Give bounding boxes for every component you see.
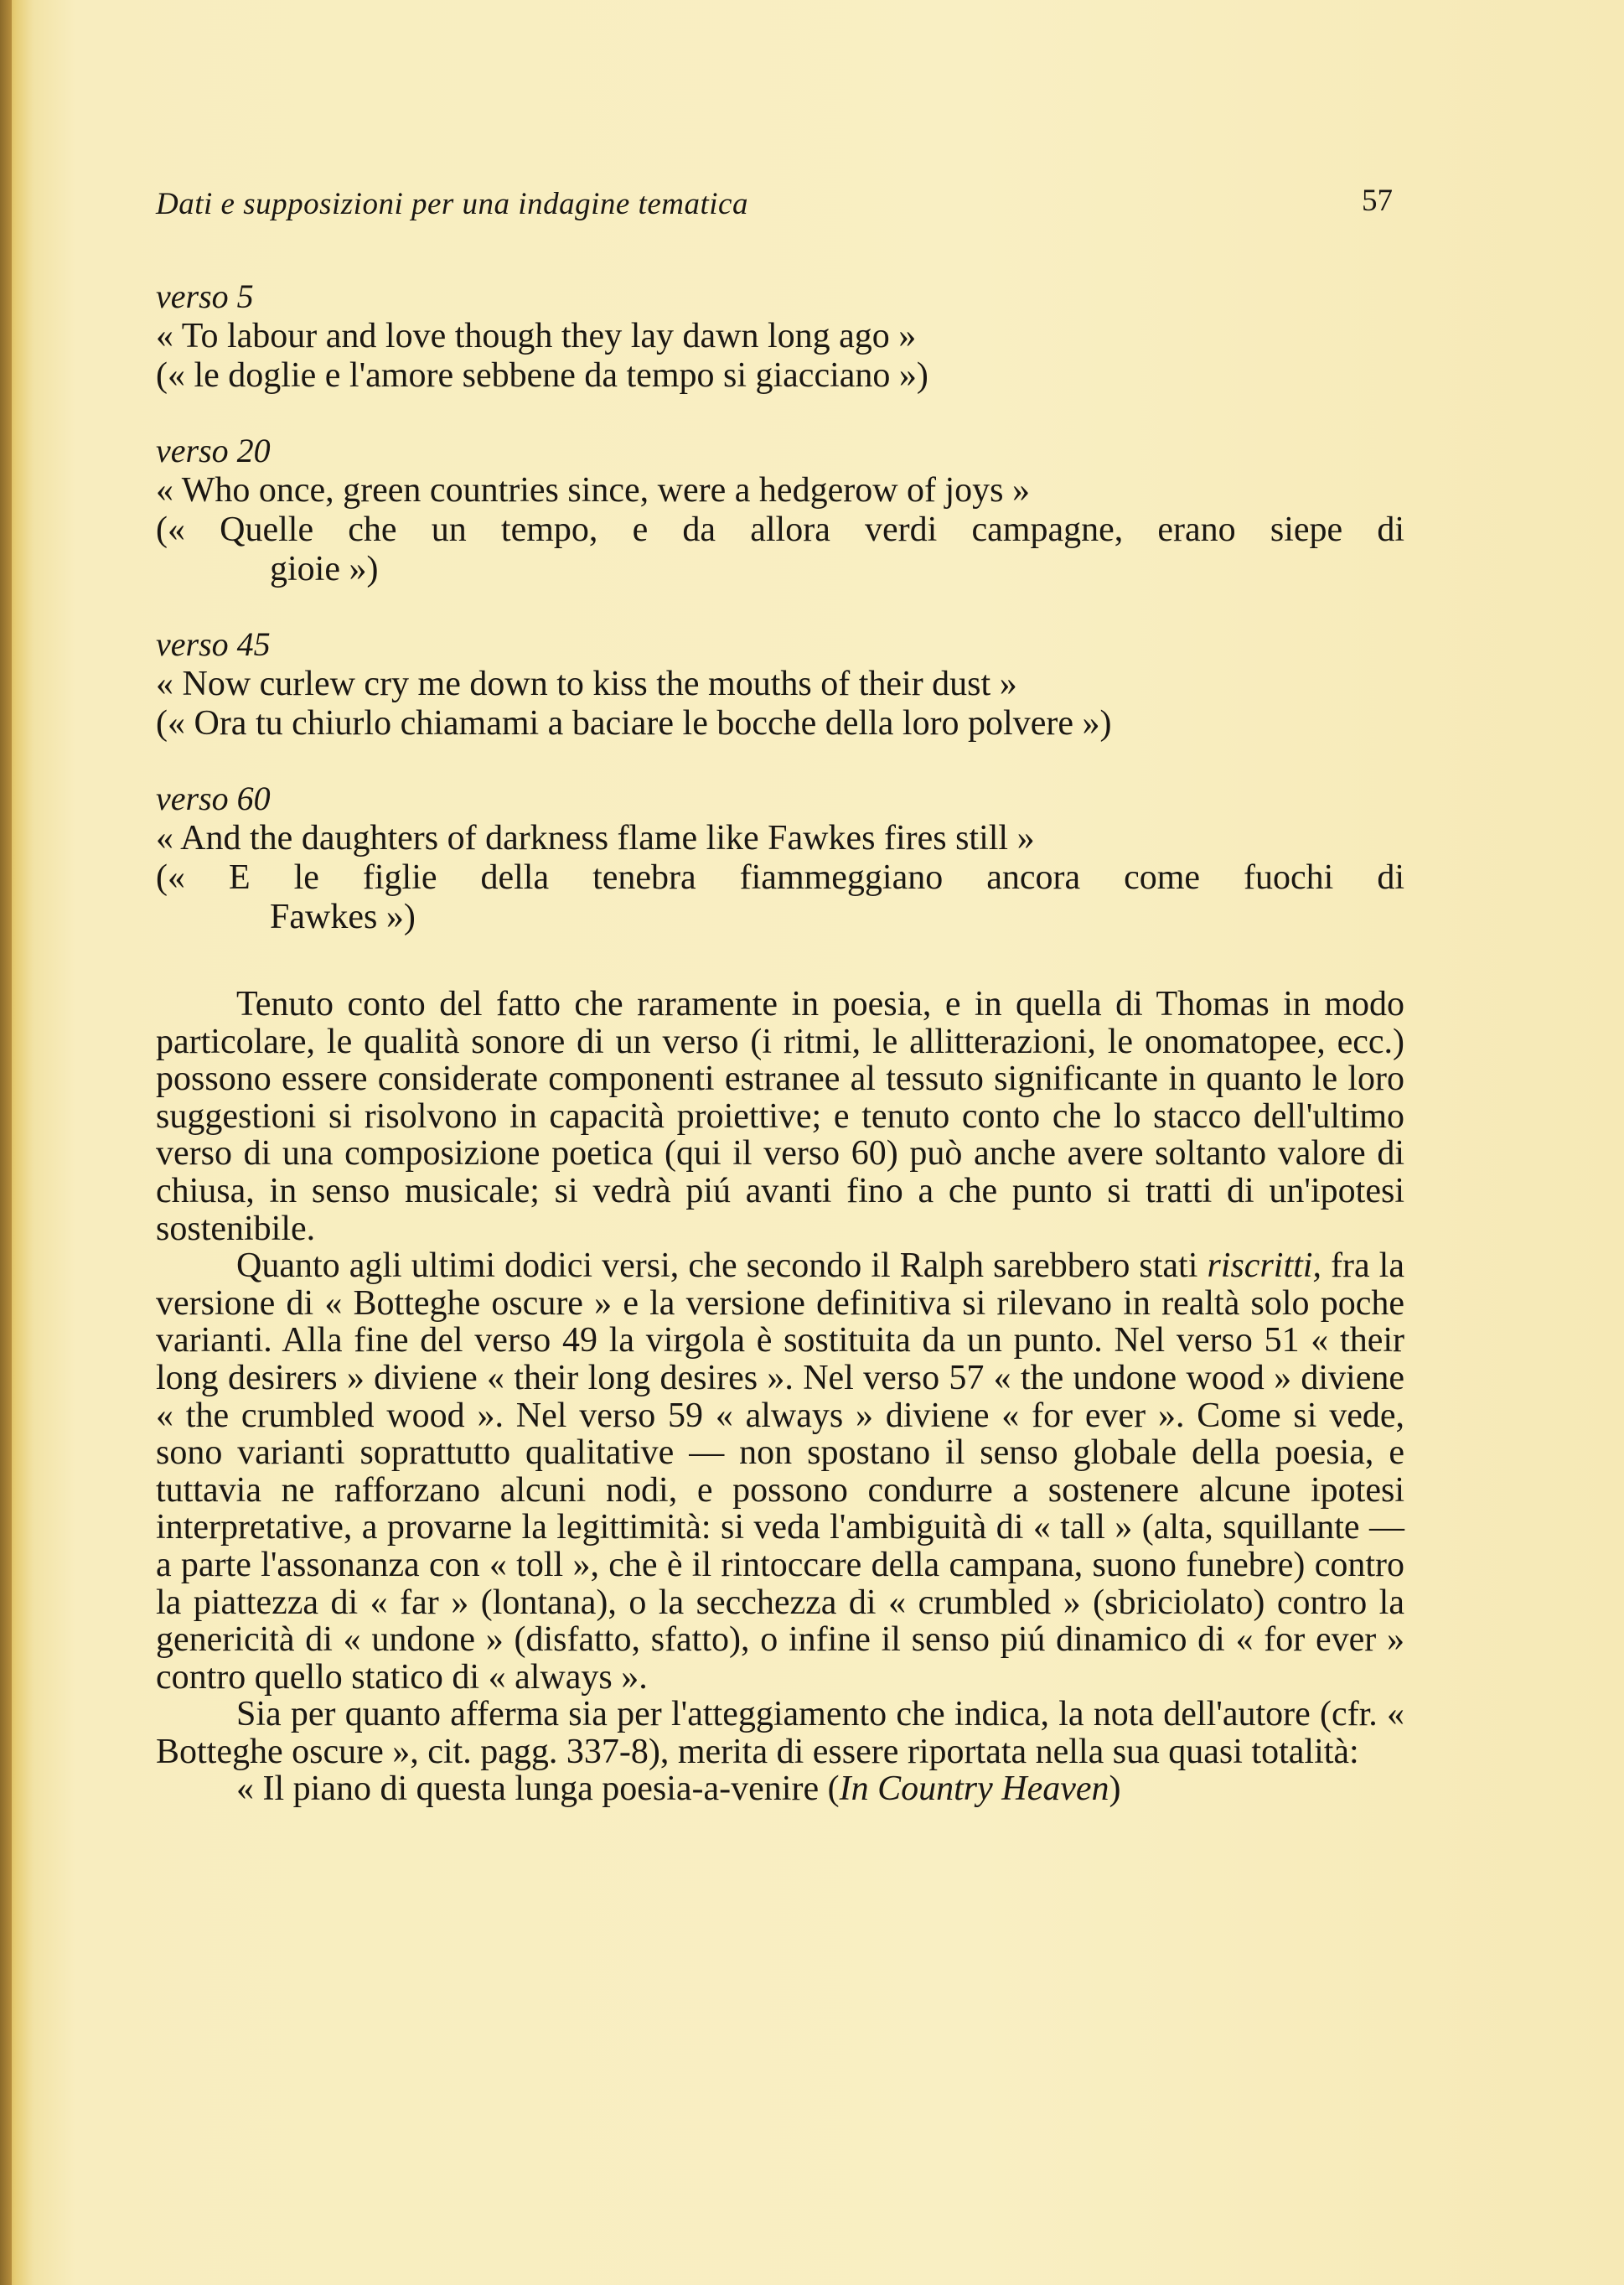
page-content xyxy=(156,277,1404,1808)
paragraph xyxy=(156,1247,1404,1696)
binding-shadow xyxy=(0,0,12,2285)
paragraph-text: fra la versione di « Botteghe oscure » e la versione definitiva si rilevano in realtà solo poche varianti. Alla fine del verso 49 la virgola è sostituita da un punto. Nel verso 51 « their long desirers » diviene « their long desires ». Nel verso 57 « the undone wood » diviene « the crumbled wood ». Nel verso 59 « always » diviene « for ever ». Come si vede, sono varianti soprattutto qualitative — non spostano il senso globale della poesia, e tuttavia ne rafforzano alcuni nodi, e possono condurre a sostenere alcune ipotesi interpretative, a provarne la legittimità: si veda l'ambiguità di « tall » (alta, squillante — a parte l'assonanza con « toll », che è il rintoccare della campana, suono funebre) contro la piattezza di « far » (lontana), o la secchezza di « crumbled » (sbriciolato) contro la genericità di « undone » (disfatto, sfatto), o infine il senso piú dinamico di « for ever » contro quello statico di « always ». xyxy=(156,1246,1404,1697)
paragraph: Tenuto conto del fatto che raramente in poesia, e in quella di Thomas in modo particolare, le qualità sonore di un verso (i ritmi, le allitterazioni, le onomatopee, ecc.) possono essere considerate componenti estranee al tessuto significante in quanto le loro suggestioni si risolvono in capacità proiettive; e tenuto conto che lo stacco dell'ultimo verso di una composizione poetica (qui il verso 60) può anche avere soltanto valore di chiusa, in senso musicale; si vedrà piú avanti fino a che punto si tratti di un'ipotesi sostenibile. xyxy=(156,985,1404,1248)
verse-translation: (« Quelle che un tempo, e da allora verdi campagne, erano siepe di xyxy=(156,510,1404,549)
quotation-start xyxy=(156,1770,1404,1808)
paragraph: Sia per quanto afferma sia per l'atteggiamento che indica, la nota dell'autore (cfr. « Botteghe oscure », cit. pagg. 337-8), merita di essere riportata nella sua quasi totalità: xyxy=(156,1695,1404,1771)
paragraph-text: Quanto agli ultimi dodici versi, che secondo il Ralph sarebbero stati xyxy=(236,1246,1208,1286)
verse-label: verso 60 xyxy=(156,780,271,817)
verse-original: « And the daughters of darkness flame like Fawkes fires still » xyxy=(156,819,1035,858)
italic-word: riscritti, xyxy=(1207,1246,1321,1286)
verse-label: verso 20 xyxy=(156,432,271,469)
verse-block xyxy=(156,624,1404,744)
verse-label: verso 5 xyxy=(156,277,254,315)
verse-translation: (« E le figlie della tenebra fiammeggiano ancora come fuochi di xyxy=(156,858,1404,897)
page-number: 57 xyxy=(1362,184,1393,218)
running-title: Dati e supposizioni per una indagine tematica xyxy=(156,187,748,221)
page-header xyxy=(156,186,1404,228)
verse-label: verso 45 xyxy=(156,625,271,663)
quote-text: « Il piano di questa lunga poesia-a-venire ( xyxy=(236,1769,840,1809)
verse-original: « To labour and love though they lay dawn long ago » xyxy=(156,317,917,355)
verse-translation-continued: Fawkes ») xyxy=(270,898,416,936)
quote-text: ) xyxy=(1109,1769,1121,1809)
verse-translation-continued: gioie ») xyxy=(270,550,379,588)
verse-translation: (« Ora tu chiurlo chiamami a baciare le bocche della loro polvere ») xyxy=(156,704,1112,743)
prose-section xyxy=(156,986,1404,1808)
verse-original: « Who once, green countries since, were a hedgerow of joys » xyxy=(156,471,1031,510)
verse-original: « Now curlew cry me down to kiss the mouths of their dust » xyxy=(156,665,1017,703)
verse-block xyxy=(156,779,1404,937)
poem-title: In Country Heaven xyxy=(839,1769,1109,1809)
verse-block xyxy=(156,277,1404,396)
verse-block xyxy=(156,431,1404,589)
verse-translation: (« le doglie e l'amore sebbene da tempo si giacciano ») xyxy=(156,356,928,395)
